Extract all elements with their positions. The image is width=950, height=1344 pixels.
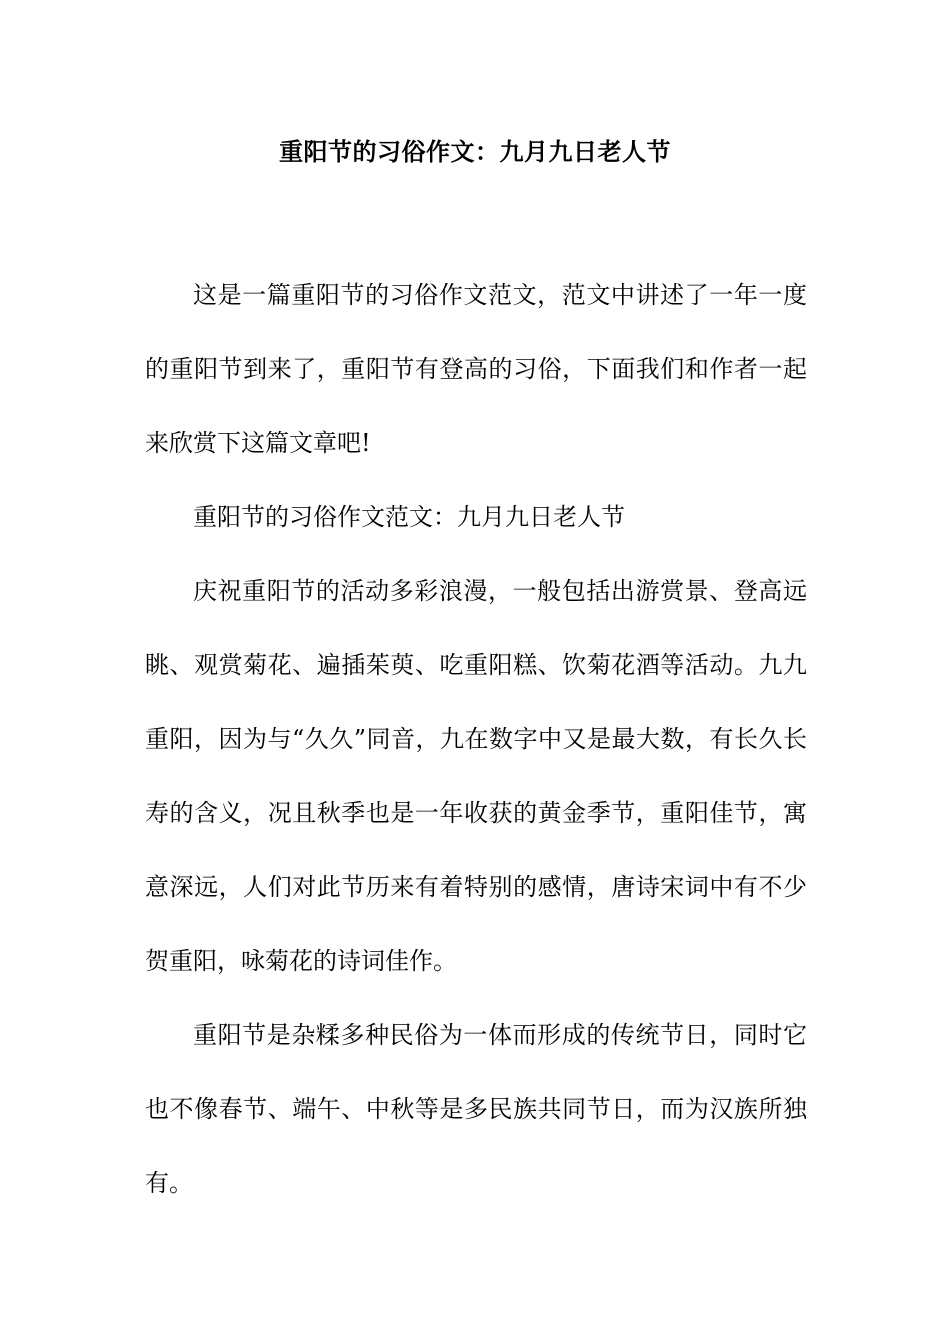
- paragraph-subtitle: 重阳节的习俗作文范文：九月九日老人节: [193, 503, 625, 531]
- paragraph-activities: 庆祝重阳节的活动多彩浪漫，一般包括出游赏景、登高远眺、观赏菊花、遍插茱萸、吃重阳糕、饮菊花酒等活动。九九重阳，因为与“久久”同音，九在数字中又是最大数，有长久长寿的含义，况且秋季也是一年收获的黄金季节，重阳佳节，寓意深远，人们对此节历来有着特别的感情，唐诗宋词中有不少贺重阳，咏菊花的诗词佳作。: [145, 577, 807, 975]
- document-body: [145, 258, 807, 1220]
- paragraph-intro: 这是一篇重阳节的习俗作文范文，范文中讲述了一年一度的重阳节到来了，重阳节有登高的习俗，下面我们和作者一起来欣赏下这篇文章吧!: [145, 281, 807, 457]
- document-title: 重阳节的习俗作文：九月九日老人节: [279, 137, 671, 166]
- paragraph-tradition: 重阳节是杂糅多种民俗为一体而形成的传统节日，同时它也不像春节、端午、中秋等是多民族共同节日，而为汉族所独有。: [145, 1021, 807, 1197]
